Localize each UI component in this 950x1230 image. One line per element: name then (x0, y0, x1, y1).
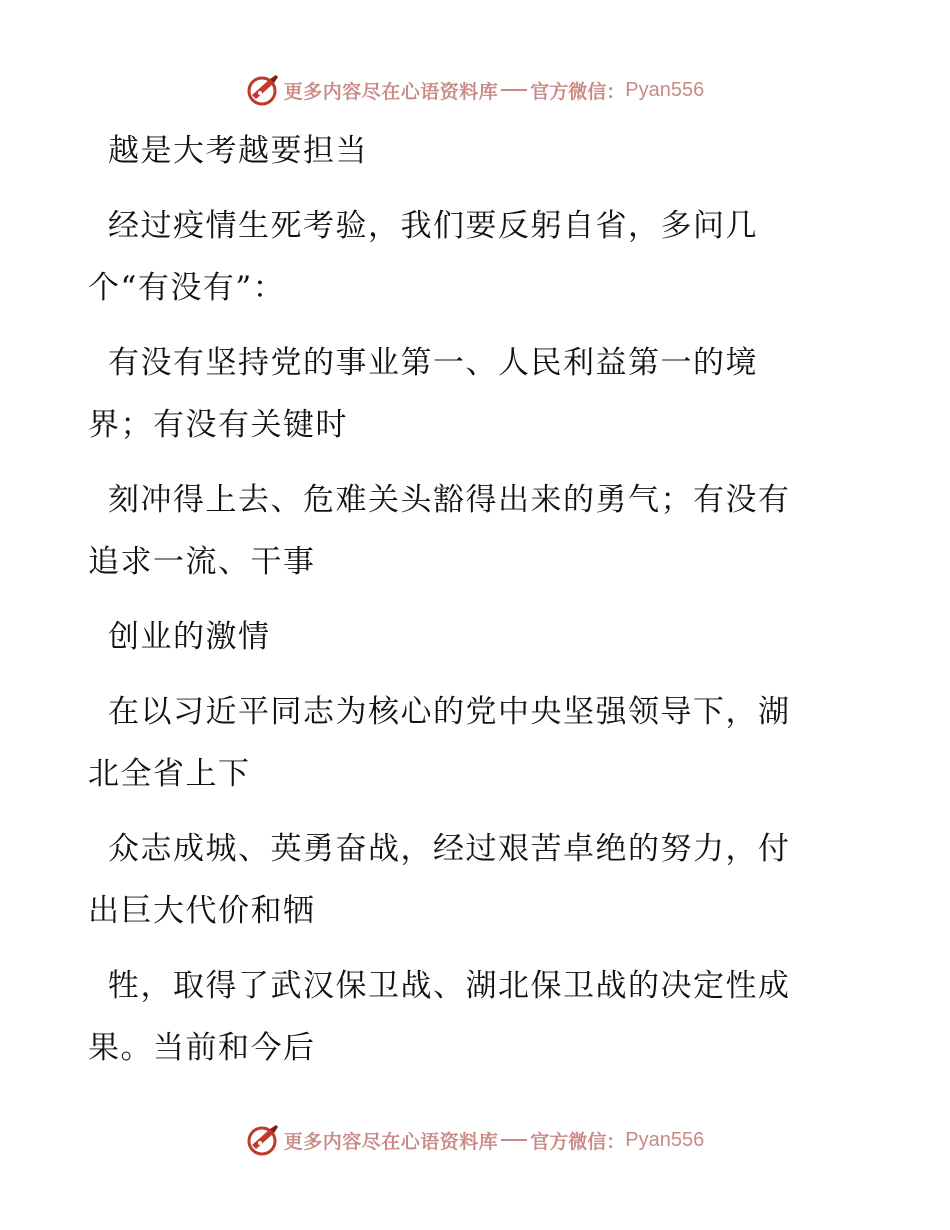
banner-wechat-label: 官方微信： (530, 80, 626, 103)
pen-nib-circle-logo-icon (246, 1123, 280, 1157)
paragraph (88, 195, 838, 319)
paragraph-line: 牲，取得了武汉保卫战、湖北保卫战的决定性成 (108, 968, 791, 1004)
paragraph (98, 606, 838, 668)
paragraph-line: 越是大考越要担当 (108, 133, 368, 169)
banner-divider (501, 1139, 527, 1141)
banner-wechat-id: Pyan556 (625, 78, 705, 101)
paragraph (88, 955, 838, 1079)
paragraph-line: 经过疫情生死考验，我们要反躬自省，多问几 (108, 208, 758, 244)
banner-text: 更多内容尽在心语资料库 (283, 80, 499, 103)
paragraph-line: 有没有坚持党的事业第一、人民利益第一的境 (108, 345, 758, 381)
paragraph-line: 在以习近平同志为核心的党中央坚强领导下，湖 (108, 694, 791, 730)
banner-wechat-label: 官方微信： (530, 1130, 626, 1153)
pen-nib-circle-logo-icon (246, 73, 280, 107)
banner-divider (501, 89, 527, 91)
paragraph-title (98, 120, 838, 182)
paragraph (88, 681, 838, 805)
header-banner (0, 70, 950, 110)
paragraph-line: 追求一流、干事 (88, 544, 316, 580)
paragraph-line: 个“有没有”： (88, 270, 286, 306)
paragraph-line: 刻冲得上去、危难关头豁得出来的勇气；有没有 (108, 482, 791, 518)
paragraph (88, 469, 838, 593)
banner-text: 更多内容尽在心语资料库 (283, 1130, 499, 1153)
paragraph-line: 果。当前和今后 (88, 1030, 316, 1066)
paragraph (88, 818, 838, 942)
paragraph-line: 出巨大代价和牺 (88, 893, 316, 929)
footer-banner (0, 1120, 950, 1160)
paragraph (88, 332, 838, 456)
paragraph-line: 创业的激情 (108, 619, 271, 655)
banner-wechat-id: Pyan556 (625, 1128, 705, 1151)
paragraph-line: 北全省上下 (88, 756, 251, 792)
paragraph-line: 界；有没有关键时 (88, 407, 348, 443)
document-body (88, 120, 838, 1092)
paragraph-line: 众志成城、英勇奋战，经过艰苦卓绝的努力，付 (108, 831, 791, 867)
